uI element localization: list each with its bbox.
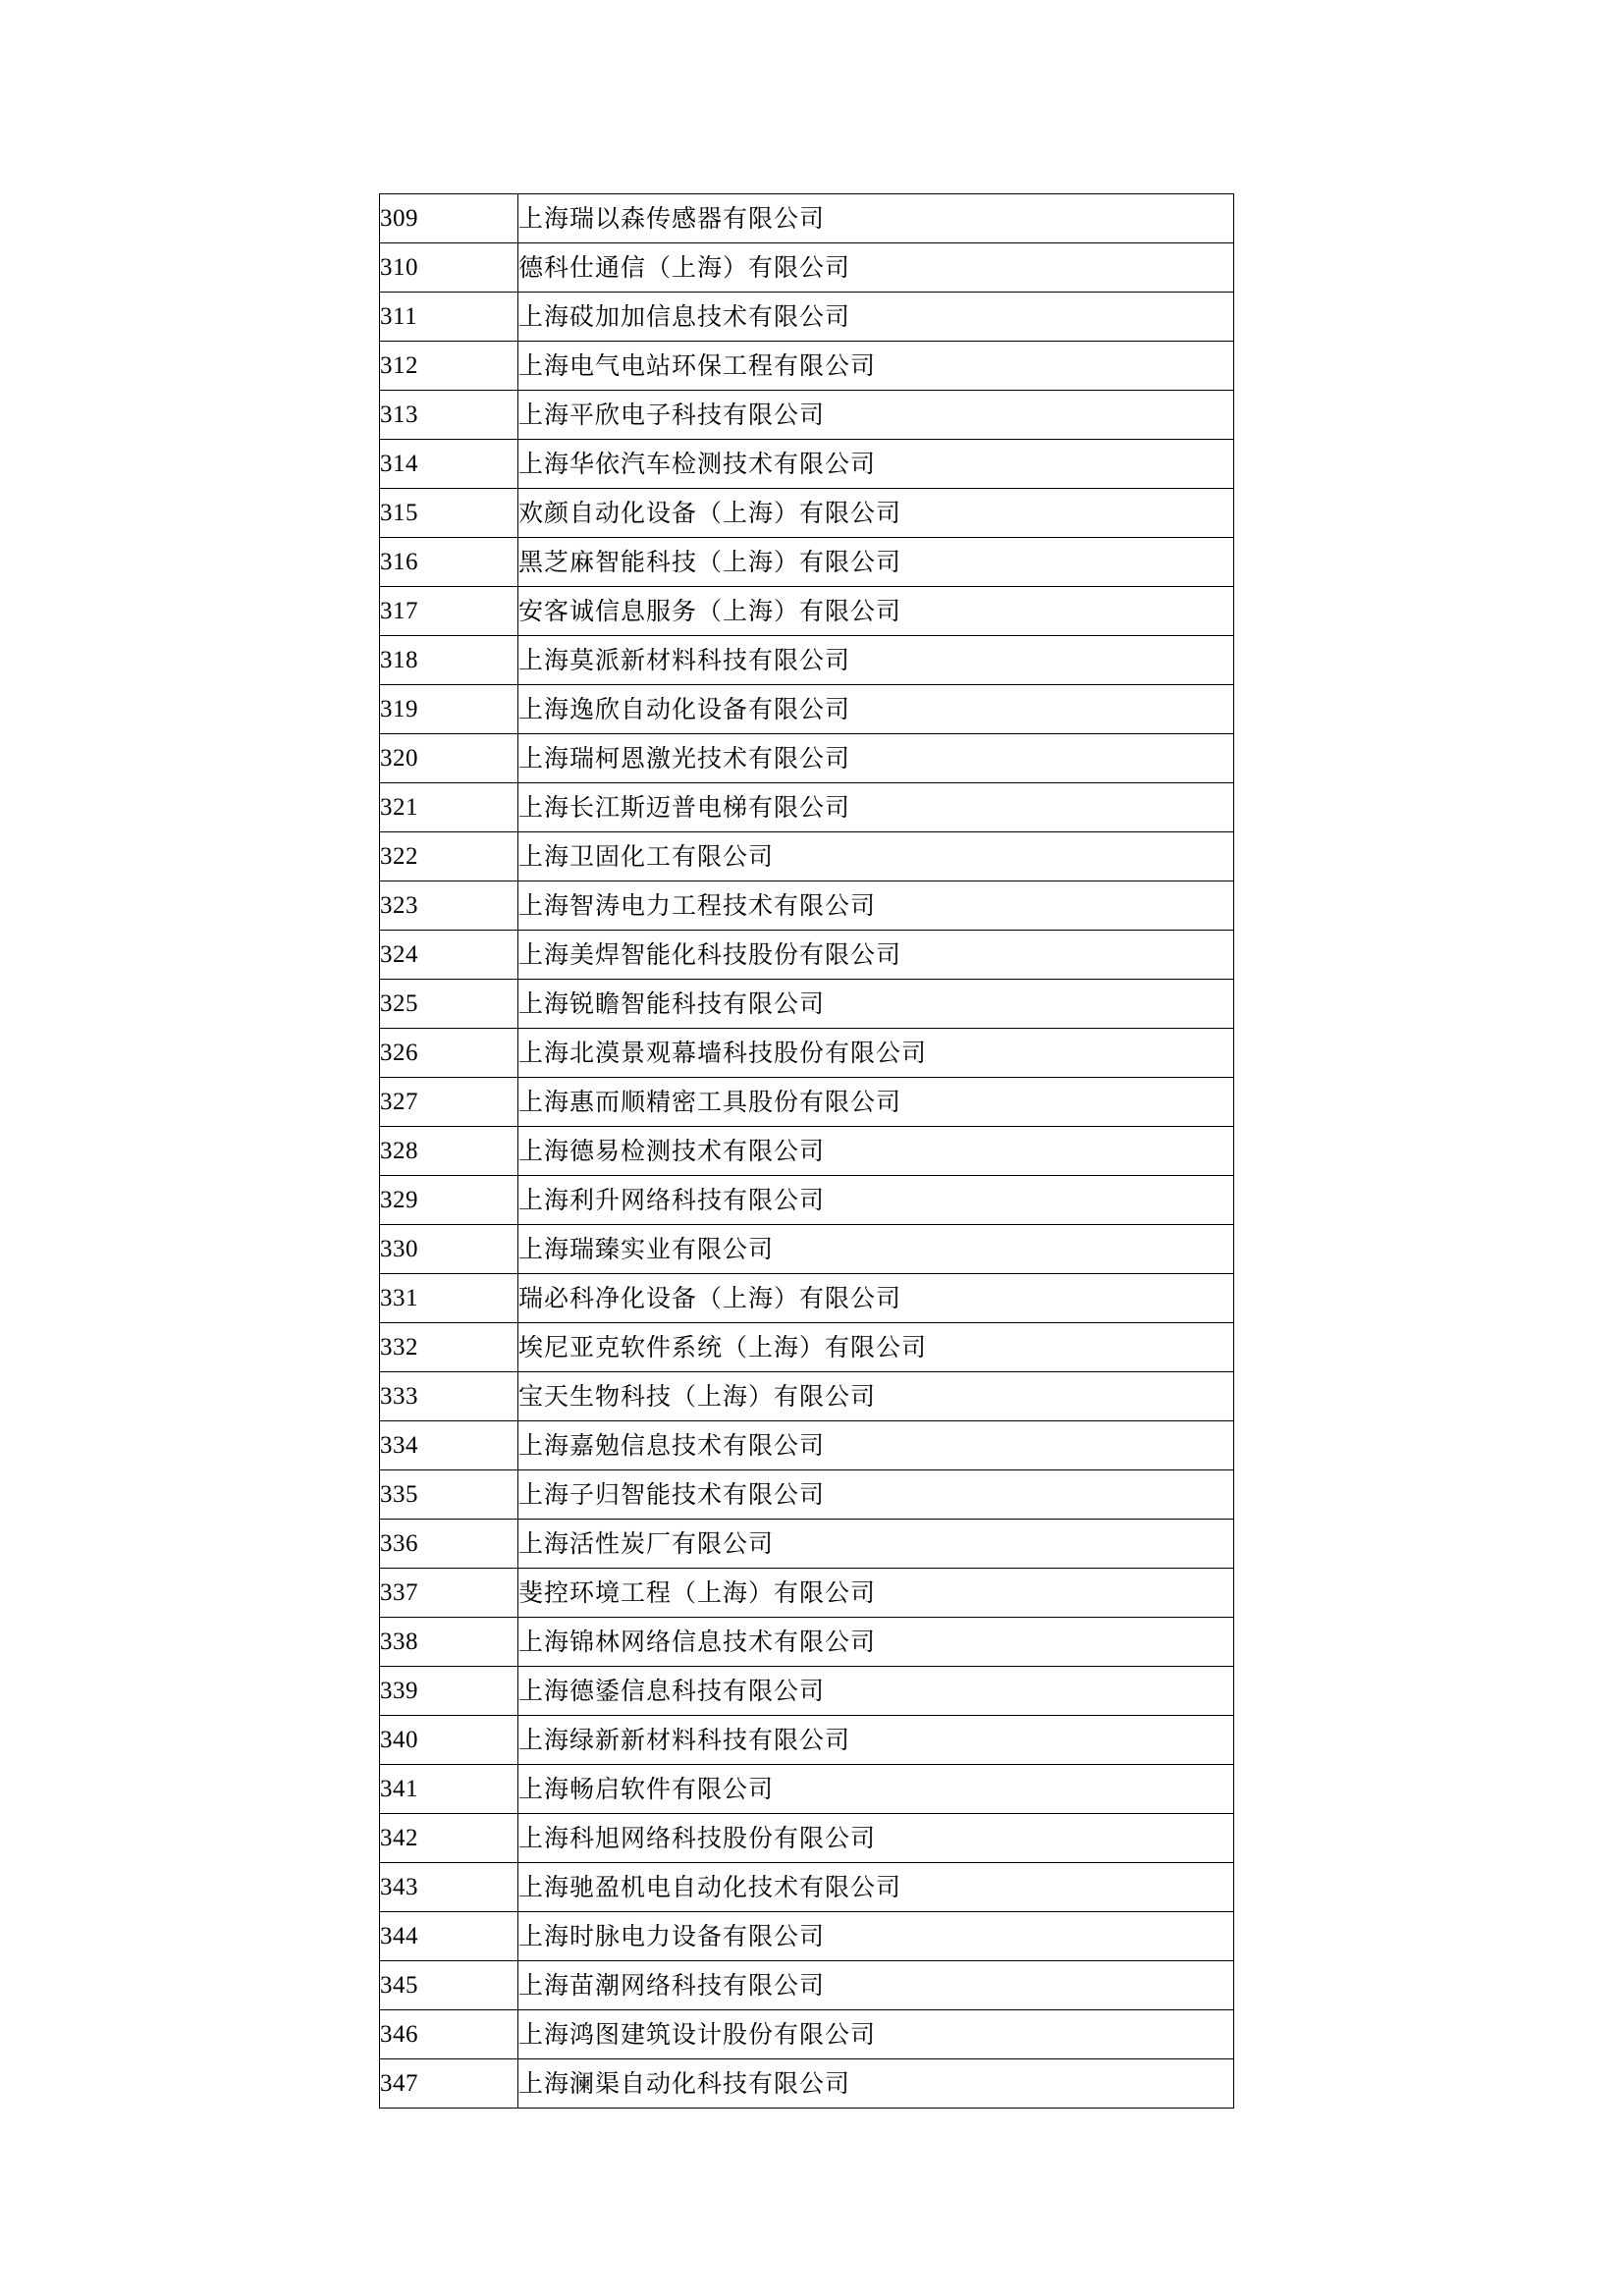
company-list-table — [379, 193, 1234, 2109]
row-index-cell: 333 — [380, 1372, 518, 1421]
table-row — [380, 1176, 1234, 1225]
row-index-cell: 316 — [380, 538, 518, 587]
table-row — [380, 685, 1234, 734]
company-name-cell: 埃尼亚克软件系统（上海）有限公司 — [518, 1323, 1234, 1372]
table-row — [380, 1961, 1234, 2010]
company-name-cell: 上海瑞以森传感器有限公司 — [518, 194, 1234, 243]
row-index-cell: 345 — [380, 1961, 518, 2010]
row-index-cell: 329 — [380, 1176, 518, 1225]
table-row — [380, 2010, 1234, 2059]
company-name-cell: 上海瑞柯恩激光技术有限公司 — [518, 734, 1234, 783]
table-row — [380, 980, 1234, 1029]
row-index-cell: 336 — [380, 1520, 518, 1569]
company-name-cell: 安客诚信息服务（上海）有限公司 — [518, 587, 1234, 636]
company-name-cell: 上海瑞臻实业有限公司 — [518, 1225, 1234, 1274]
table-row — [380, 489, 1234, 538]
company-name-cell: 上海智涛电力工程技术有限公司 — [518, 881, 1234, 931]
row-index-cell: 339 — [380, 1667, 518, 1716]
row-index-cell: 343 — [380, 1863, 518, 1912]
company-name-cell: 上海电气电站环保工程有限公司 — [518, 342, 1234, 391]
company-name-cell: 上海锦林网络信息技术有限公司 — [518, 1618, 1234, 1667]
company-name-cell: 上海绿新新材料科技有限公司 — [518, 1716, 1234, 1765]
table-row — [380, 636, 1234, 685]
company-name-cell: 上海德鋈信息科技有限公司 — [518, 1667, 1234, 1716]
company-name-cell: 上海逸欣自动化设备有限公司 — [518, 685, 1234, 734]
row-index-cell: 310 — [380, 243, 518, 293]
row-index-cell: 321 — [380, 783, 518, 832]
table-row — [380, 1814, 1234, 1863]
company-name-cell: 上海华依汽车检测技术有限公司 — [518, 440, 1234, 489]
table-row — [380, 1127, 1234, 1176]
table-row — [380, 2059, 1234, 2109]
row-index-cell: 331 — [380, 1274, 518, 1323]
company-name-cell: 上海德易检测技术有限公司 — [518, 1127, 1234, 1176]
table-row — [380, 1912, 1234, 1961]
table-row — [380, 1421, 1234, 1470]
row-index-cell: 325 — [380, 980, 518, 1029]
table-row — [380, 538, 1234, 587]
company-name-cell: 上海子归智能技术有限公司 — [518, 1470, 1234, 1520]
table-row — [380, 1225, 1234, 1274]
company-name-cell: 上海利升网络科技有限公司 — [518, 1176, 1234, 1225]
company-name-cell: 上海美焊智能化科技股份有限公司 — [518, 931, 1234, 980]
table-row — [380, 1274, 1234, 1323]
company-name-cell: 上海澜渠自动化科技有限公司 — [518, 2059, 1234, 2109]
row-index-cell: 323 — [380, 881, 518, 931]
row-index-cell: 341 — [380, 1765, 518, 1814]
row-index-cell: 319 — [380, 685, 518, 734]
table-row — [380, 1667, 1234, 1716]
company-name-cell: 德科仕通信（上海）有限公司 — [518, 243, 1234, 293]
table-row — [380, 1520, 1234, 1569]
row-index-cell: 338 — [380, 1618, 518, 1667]
company-name-cell: 上海时脉电力设备有限公司 — [518, 1912, 1234, 1961]
row-index-cell: 330 — [380, 1225, 518, 1274]
company-name-cell: 上海卫固化工有限公司 — [518, 832, 1234, 881]
table-row — [380, 1765, 1234, 1814]
row-index-cell: 332 — [380, 1323, 518, 1372]
company-name-cell: 上海畅启软件有限公司 — [518, 1765, 1234, 1814]
company-name-cell: 瑞必科净化设备（上海）有限公司 — [518, 1274, 1234, 1323]
company-name-cell: 欢颜自动化设备（上海）有限公司 — [518, 489, 1234, 538]
row-index-cell: 347 — [380, 2059, 518, 2109]
table-row — [380, 1470, 1234, 1520]
table-row — [380, 293, 1234, 342]
company-name-cell: 上海莫派新材料科技有限公司 — [518, 636, 1234, 685]
table-row — [380, 587, 1234, 636]
table-row — [380, 440, 1234, 489]
company-name-cell: 上海砹加加信息技术有限公司 — [518, 293, 1234, 342]
row-index-cell: 313 — [380, 391, 518, 440]
row-index-cell: 322 — [380, 832, 518, 881]
row-index-cell: 334 — [380, 1421, 518, 1470]
table-row — [380, 1618, 1234, 1667]
row-index-cell: 327 — [380, 1078, 518, 1127]
row-index-cell: 312 — [380, 342, 518, 391]
row-index-cell: 320 — [380, 734, 518, 783]
company-list-table-body — [380, 194, 1234, 2109]
table-row — [380, 1078, 1234, 1127]
row-index-cell: 326 — [380, 1029, 518, 1078]
company-name-cell: 上海苗潮网络科技有限公司 — [518, 1961, 1234, 2010]
table-row — [380, 391, 1234, 440]
company-name-cell: 上海嘉勉信息技术有限公司 — [518, 1421, 1234, 1470]
company-name-cell: 上海鸿图建筑设计股份有限公司 — [518, 2010, 1234, 2059]
row-index-cell: 337 — [380, 1569, 518, 1618]
company-name-cell: 上海驰盈机电自动化技术有限公司 — [518, 1863, 1234, 1912]
row-index-cell: 315 — [380, 489, 518, 538]
table-row — [380, 1372, 1234, 1421]
company-name-cell: 上海锐瞻智能科技有限公司 — [518, 980, 1234, 1029]
table-row — [380, 832, 1234, 881]
row-index-cell: 311 — [380, 293, 518, 342]
table-row — [380, 783, 1234, 832]
table-row — [380, 1863, 1234, 1912]
row-index-cell: 346 — [380, 2010, 518, 2059]
company-name-cell: 上海长江斯迈普电梯有限公司 — [518, 783, 1234, 832]
company-name-cell: 上海活性炭厂有限公司 — [518, 1520, 1234, 1569]
company-name-cell: 上海科旭网络科技股份有限公司 — [518, 1814, 1234, 1863]
table-row — [380, 931, 1234, 980]
table-row — [380, 734, 1234, 783]
table-row — [380, 342, 1234, 391]
table-row — [380, 1716, 1234, 1765]
company-name-cell: 黑芝麻智能科技（上海）有限公司 — [518, 538, 1234, 587]
row-index-cell: 328 — [380, 1127, 518, 1176]
row-index-cell: 309 — [380, 194, 518, 243]
row-index-cell: 317 — [380, 587, 518, 636]
row-index-cell: 324 — [380, 931, 518, 980]
table-row — [380, 1323, 1234, 1372]
row-index-cell: 342 — [380, 1814, 518, 1863]
table-row — [380, 243, 1234, 293]
row-index-cell: 344 — [380, 1912, 518, 1961]
table-row — [380, 1569, 1234, 1618]
company-name-cell: 上海平欣电子科技有限公司 — [518, 391, 1234, 440]
company-name-cell: 上海北漠景观幕墙科技股份有限公司 — [518, 1029, 1234, 1078]
company-name-cell: 上海惠而顺精密工具股份有限公司 — [518, 1078, 1234, 1127]
row-index-cell: 335 — [380, 1470, 518, 1520]
row-index-cell: 340 — [380, 1716, 518, 1765]
company-name-cell: 宝天生物科技（上海）有限公司 — [518, 1372, 1234, 1421]
company-list-table-container — [379, 193, 1231, 2109]
row-index-cell: 318 — [380, 636, 518, 685]
company-name-cell: 斐控环境工程（上海）有限公司 — [518, 1569, 1234, 1618]
row-index-cell: 314 — [380, 440, 518, 489]
table-row — [380, 194, 1234, 243]
table-row — [380, 881, 1234, 931]
table-row — [380, 1029, 1234, 1078]
